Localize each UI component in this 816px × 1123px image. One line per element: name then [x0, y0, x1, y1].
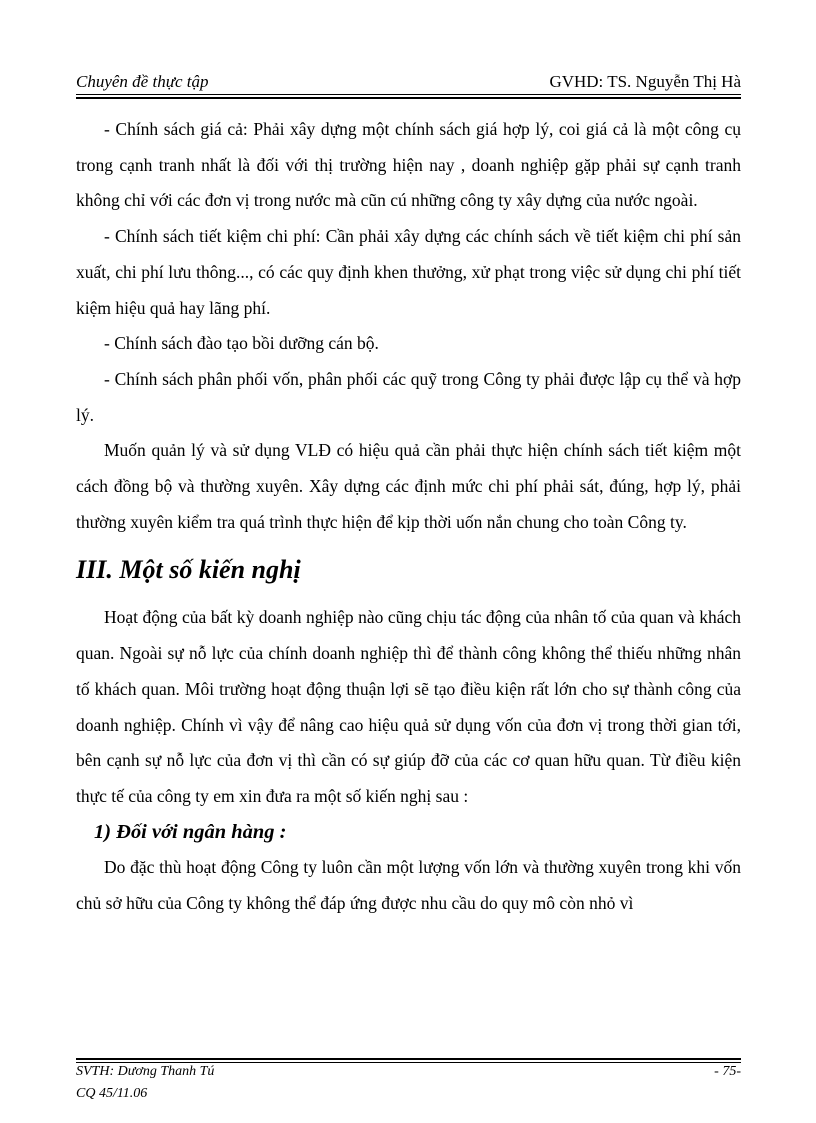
subheading-banks: 1) Đối với ngân hàng :	[94, 820, 287, 843]
page-header	[76, 68, 741, 94]
page-body	[76, 112, 741, 922]
paragraph-price-policy: - Chính sách giá cả: Phải xây dựng một chính sách giá hợp lý, coi giá cả là một công cụ trong cạnh tranh nhất là đối với thị trường hiện nay , doanh nghiệp gặp phải sự cạnh tranh không chỉ với các đơn vị trong nước mà cũn cú những công ty xây dựng của nước ngoài.	[76, 119, 741, 211]
footer-author: SVTH: Dương Thanh Tú	[76, 1064, 215, 1079]
page-number: - 75-	[714, 1064, 741, 1079]
paragraph-banks: Do đặc thù hoạt động Công ty luôn cần một lượng vốn lớn và thường xuyên trong khi vốn chủ sở hữu của Công ty không thể đáp ứng được nhu cầu do quy mô còn nhỏ vì	[76, 857, 741, 914]
paragraph-training-policy: - Chính sách đào tạo bồi dưỡng cán bộ.	[104, 333, 379, 354]
footer-rule-thin	[76, 1062, 741, 1063]
footer-class-code: CQ 45/11.06	[76, 1086, 148, 1101]
header-rule-thick	[76, 97, 741, 99]
header-supervisor: GVHD: TS. Nguyễn Thị Hà	[549, 72, 741, 91]
header-rule-thin	[76, 94, 741, 95]
header-course-title: Chuyên đề thực tập	[76, 72, 209, 91]
paragraph-working-capital-management: Muốn quản lý và sử dụng VLĐ có hiệu quả cần phải thực hiện chính sách tiết kiệm một cách đồng bộ và thường xuyên. Xây dựng các định mức chi phí phải sát, đúng, hợp lý, phải thường xuyên kiểm tra quá trình thực hiện để kịp thời uốn nắn chung cho toàn Công ty.	[76, 440, 741, 532]
section-heading: III. Một số kiến nghị	[76, 555, 301, 585]
paragraph-capital-allocation-policy: - Chính sách phân phối vốn, phân phối các quỹ trong Công ty phải được lập cụ thể và hợp lý.	[76, 368, 741, 425]
footer-rule-thick	[76, 1058, 741, 1060]
paragraph-cost-saving-policy: - Chính sách tiết kiệm chi phí: Cần phải xây dựng các chính sách về tiết kiệm chi phí sản xuất, chi phí lưu thông..., có các quy định khen thưởng, xử phạt trong việc sử dụng chi phí tiết kiệm hiệu quả hay lãng phí.	[76, 226, 741, 318]
paragraph-recommendations-intro: Hoạt động của bất kỳ doanh nghiệp nào cũng chịu tác động của nhân tố của quan và khách quan. Ngoài sự nỗ lực của chính doanh nghiệp thì để thành công không thể thiếu những nhân tố khách quan. Môi trường hoạt động thuận lợi sẽ tạo điều kiện rất lớn cho sự thành công của doanh nghiệp. Chính vì vậy để nâng cao hiệu quả sử dụng vốn của đơn vị trong thời gian tới, bên cạnh sự nỗ lực của đơn vị thì cần có sự giúp đỡ của các cơ quan hữu quan. Từ điều kiện thực tế của công ty em xin đưa ra một số kiến nghị sau :	[76, 607, 741, 806]
